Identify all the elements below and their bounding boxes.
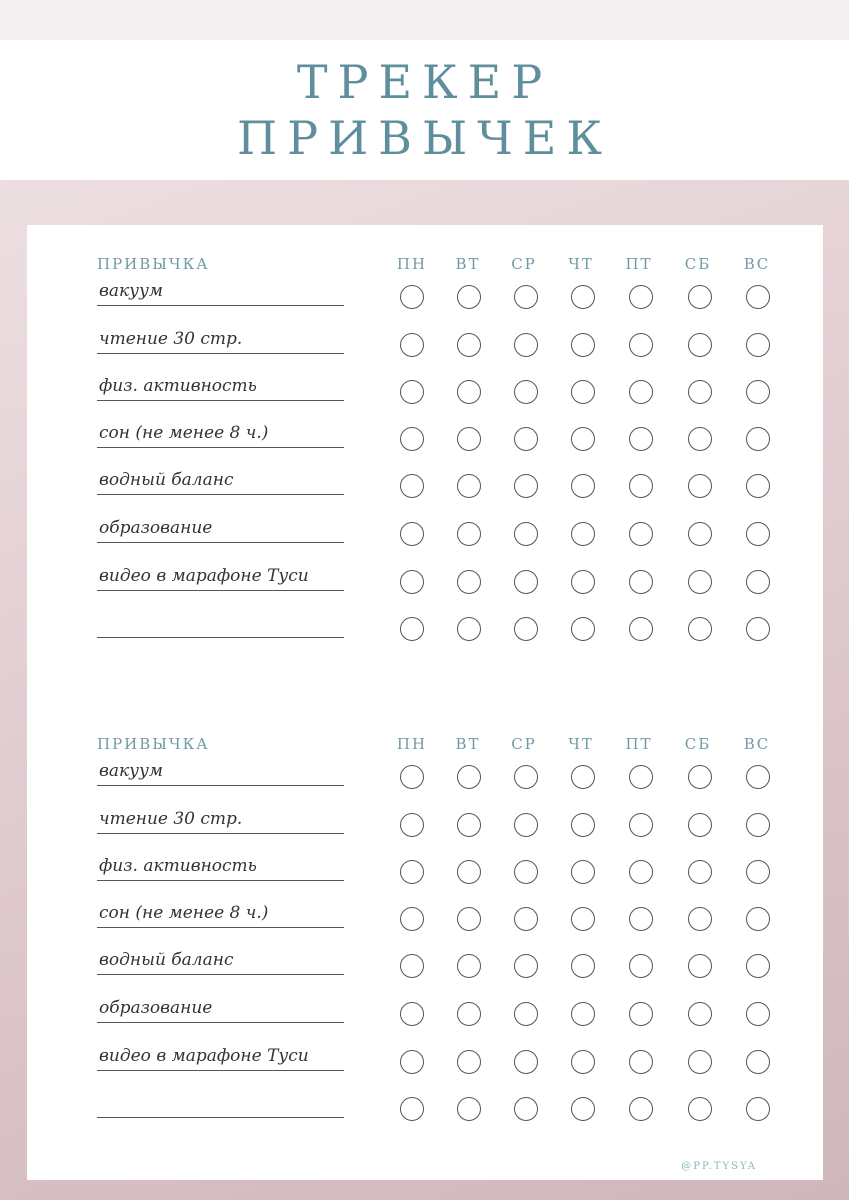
day-checkbox[interactable] — [400, 522, 424, 546]
habit-name-field[interactable] — [97, 613, 344, 638]
day-checkbox[interactable] — [514, 570, 538, 594]
title-line-1: ТРЕКЕР — [296, 55, 553, 109]
day-checkbox[interactable] — [457, 617, 481, 641]
day-checkbox[interactable] — [457, 1097, 481, 1121]
day-checkbox[interactable] — [400, 954, 424, 978]
day-header: ПТ — [625, 255, 653, 273]
day-checkbox[interactable] — [571, 1050, 595, 1074]
day-checkbox[interactable] — [457, 1002, 481, 1026]
day-checkbox[interactable] — [688, 907, 712, 931]
day-checkbox[interactable] — [514, 1050, 538, 1074]
day-checkbox[interactable] — [514, 907, 538, 931]
day-checkbox[interactable] — [571, 1002, 595, 1026]
day-header: ЧТ — [568, 255, 594, 273]
day-checkbox[interactable] — [571, 813, 595, 837]
day-checkbox[interactable] — [514, 1002, 538, 1026]
day-checkbox[interactable] — [571, 617, 595, 641]
day-checkbox[interactable] — [688, 285, 712, 309]
day-checkbox[interactable] — [400, 380, 424, 404]
day-checkbox[interactable] — [629, 522, 653, 546]
habit-row — [27, 275, 823, 324]
habit-name-field[interactable]: водный баланс — [97, 470, 344, 495]
day-checkbox[interactable] — [400, 907, 424, 931]
day-checkbox[interactable] — [514, 813, 538, 837]
day-checkbox[interactable] — [688, 570, 712, 594]
day-checkbox[interactable] — [457, 570, 481, 594]
habit-name-field[interactable]: вакуум — [97, 281, 344, 306]
day-checkbox[interactable] — [400, 1002, 424, 1026]
habit-column-header: ПРИВЫЧКА — [97, 255, 210, 273]
day-checkbox[interactable] — [571, 860, 595, 884]
habit-row — [27, 897, 823, 946]
day-checkbox[interactable] — [688, 1002, 712, 1026]
day-checkbox[interactable] — [746, 380, 770, 404]
habit-name-field[interactable]: вакуум — [97, 761, 344, 786]
day-checkbox[interactable] — [629, 427, 653, 451]
day-checkbox[interactable] — [400, 333, 424, 357]
day-checkbox[interactable] — [746, 1002, 770, 1026]
day-checkbox[interactable] — [629, 907, 653, 931]
day-checkbox[interactable] — [457, 1050, 481, 1074]
day-checkbox[interactable] — [688, 474, 712, 498]
habit-name-field[interactable]: сон (не менее 8 ч.) — [97, 903, 344, 928]
day-checkbox[interactable] — [457, 954, 481, 978]
day-checkbox[interactable] — [688, 617, 712, 641]
day-checkbox[interactable] — [457, 860, 481, 884]
day-checkbox[interactable] — [629, 285, 653, 309]
day-checkbox[interactable] — [746, 860, 770, 884]
day-checkbox[interactable] — [746, 474, 770, 498]
day-checkbox[interactable] — [688, 522, 712, 546]
habit-name-field[interactable]: чтение 30 стр. — [97, 329, 344, 354]
day-checkbox[interactable] — [746, 285, 770, 309]
day-checkbox[interactable] — [457, 333, 481, 357]
habit-name-field[interactable]: чтение 30 стр. — [97, 809, 344, 834]
day-checkbox[interactable] — [514, 522, 538, 546]
day-checkbox[interactable] — [514, 954, 538, 978]
tracker-sheet — [27, 225, 823, 1180]
day-checkbox[interactable] — [746, 907, 770, 931]
day-header: ПН — [396, 735, 428, 753]
day-header: ВС — [743, 735, 771, 753]
day-checkbox[interactable] — [400, 1097, 424, 1121]
day-header: ВТ — [455, 735, 481, 753]
habit-row — [27, 850, 823, 899]
habit-name-field[interactable]: физ. активность — [97, 376, 344, 401]
day-checkbox[interactable] — [400, 813, 424, 837]
day-checkbox[interactable] — [400, 765, 424, 789]
day-checkbox[interactable] — [629, 1002, 653, 1026]
day-checkbox[interactable] — [457, 907, 481, 931]
day-checkbox[interactable] — [746, 1097, 770, 1121]
habit-column-header: ПРИВЫЧКА — [97, 735, 210, 753]
day-header: ПТ — [625, 735, 653, 753]
day-checkbox[interactable] — [629, 570, 653, 594]
habit-row — [27, 417, 823, 466]
habit-name-field[interactable]: образование — [97, 998, 344, 1023]
day-checkbox[interactable] — [400, 617, 424, 641]
habit-name-field[interactable]: образование — [97, 518, 344, 543]
day-checkbox[interactable] — [746, 954, 770, 978]
day-checkbox[interactable] — [688, 380, 712, 404]
day-checkbox[interactable] — [571, 427, 595, 451]
day-checkbox[interactable] — [514, 427, 538, 451]
day-header: СР — [511, 735, 537, 753]
day-checkbox[interactable] — [629, 380, 653, 404]
day-checkbox[interactable] — [457, 813, 481, 837]
author-handle: @PP.TYSYA — [681, 1161, 757, 1172]
day-checkbox[interactable] — [688, 1097, 712, 1121]
day-checkbox[interactable] — [514, 474, 538, 498]
day-checkbox[interactable] — [688, 954, 712, 978]
day-checkbox[interactable] — [629, 1097, 653, 1121]
habit-row — [27, 944, 823, 993]
day-checkbox[interactable] — [688, 333, 712, 357]
day-header: ЧТ — [568, 735, 594, 753]
day-checkbox[interactable] — [746, 522, 770, 546]
day-checkbox[interactable] — [400, 1050, 424, 1074]
day-checkbox[interactable] — [514, 765, 538, 789]
habit-name-field[interactable] — [97, 1093, 344, 1118]
day-checkbox[interactable] — [400, 570, 424, 594]
day-checkbox[interactable] — [746, 617, 770, 641]
habit-row — [27, 1087, 823, 1136]
habit-row — [27, 992, 823, 1041]
day-checkbox[interactable] — [400, 285, 424, 309]
top-band — [0, 0, 849, 40]
day-checkbox[interactable] — [514, 333, 538, 357]
day-checkbox[interactable] — [746, 765, 770, 789]
day-checkbox[interactable] — [688, 427, 712, 451]
day-checkbox[interactable] — [629, 617, 653, 641]
habit-row — [27, 464, 823, 513]
day-checkbox[interactable] — [514, 380, 538, 404]
day-checkbox[interactable] — [571, 285, 595, 309]
day-checkbox[interactable] — [746, 333, 770, 357]
habit-row — [27, 1040, 823, 1089]
day-checkbox[interactable] — [457, 380, 481, 404]
day-header: СБ — [684, 735, 712, 753]
habit-name-field[interactable]: физ. активность — [97, 856, 344, 881]
day-checkbox[interactable] — [457, 285, 481, 309]
day-checkbox[interactable] — [457, 474, 481, 498]
day-header: ПН — [396, 255, 428, 273]
day-checkbox[interactable] — [571, 570, 595, 594]
day-checkbox[interactable] — [746, 813, 770, 837]
day-checkbox[interactable] — [688, 860, 712, 884]
day-checkbox[interactable] — [571, 474, 595, 498]
habit-row — [27, 560, 823, 609]
day-checkbox[interactable] — [457, 427, 481, 451]
day-checkbox[interactable] — [571, 765, 595, 789]
day-checkbox[interactable] — [746, 427, 770, 451]
habit-row — [27, 370, 823, 419]
day-checkbox[interactable] — [457, 765, 481, 789]
day-checkbox[interactable] — [688, 1050, 712, 1074]
day-checkbox[interactable] — [400, 860, 424, 884]
day-checkbox[interactable] — [629, 474, 653, 498]
day-checkbox[interactable] — [746, 1050, 770, 1074]
day-checkbox[interactable] — [514, 285, 538, 309]
title-banner — [0, 40, 849, 180]
day-header: СР — [511, 255, 537, 273]
habit-row — [27, 323, 823, 372]
day-checkbox[interactable] — [629, 1050, 653, 1074]
day-checkbox[interactable] — [629, 765, 653, 789]
habit-name-field[interactable]: видео в марафоне Туси — [97, 566, 344, 591]
day-checkbox[interactable] — [629, 954, 653, 978]
day-checkbox[interactable] — [514, 1097, 538, 1121]
day-checkbox[interactable] — [457, 522, 481, 546]
day-checkbox[interactable] — [688, 765, 712, 789]
day-checkbox[interactable] — [746, 570, 770, 594]
day-checkbox[interactable] — [629, 333, 653, 357]
day-checkbox[interactable] — [688, 813, 712, 837]
title-line-2: ПРИВЫЧЕК — [237, 111, 612, 165]
habit-row — [27, 755, 823, 804]
day-checkbox[interactable] — [400, 427, 424, 451]
day-checkbox[interactable] — [629, 813, 653, 837]
day-header: ВТ — [455, 255, 481, 273]
habit-row — [27, 607, 823, 656]
day-checkbox[interactable] — [514, 860, 538, 884]
day-checkbox[interactable] — [571, 522, 595, 546]
habit-name-field[interactable]: водный баланс — [97, 950, 344, 975]
day-checkbox[interactable] — [400, 474, 424, 498]
habit-row — [27, 512, 823, 561]
habit-row — [27, 803, 823, 852]
habit-name-field[interactable]: видео в марафоне Туси — [97, 1046, 344, 1071]
day-checkbox[interactable] — [571, 954, 595, 978]
day-header: СБ — [684, 255, 712, 273]
day-checkbox[interactable] — [514, 617, 538, 641]
day-checkbox[interactable] — [571, 907, 595, 931]
day-checkbox[interactable] — [571, 333, 595, 357]
habit-name-field[interactable]: сон (не менее 8 ч.) — [97, 423, 344, 448]
day-checkbox[interactable] — [571, 380, 595, 404]
day-header: ВС — [743, 255, 771, 273]
day-checkbox[interactable] — [571, 1097, 595, 1121]
day-checkbox[interactable] — [629, 860, 653, 884]
